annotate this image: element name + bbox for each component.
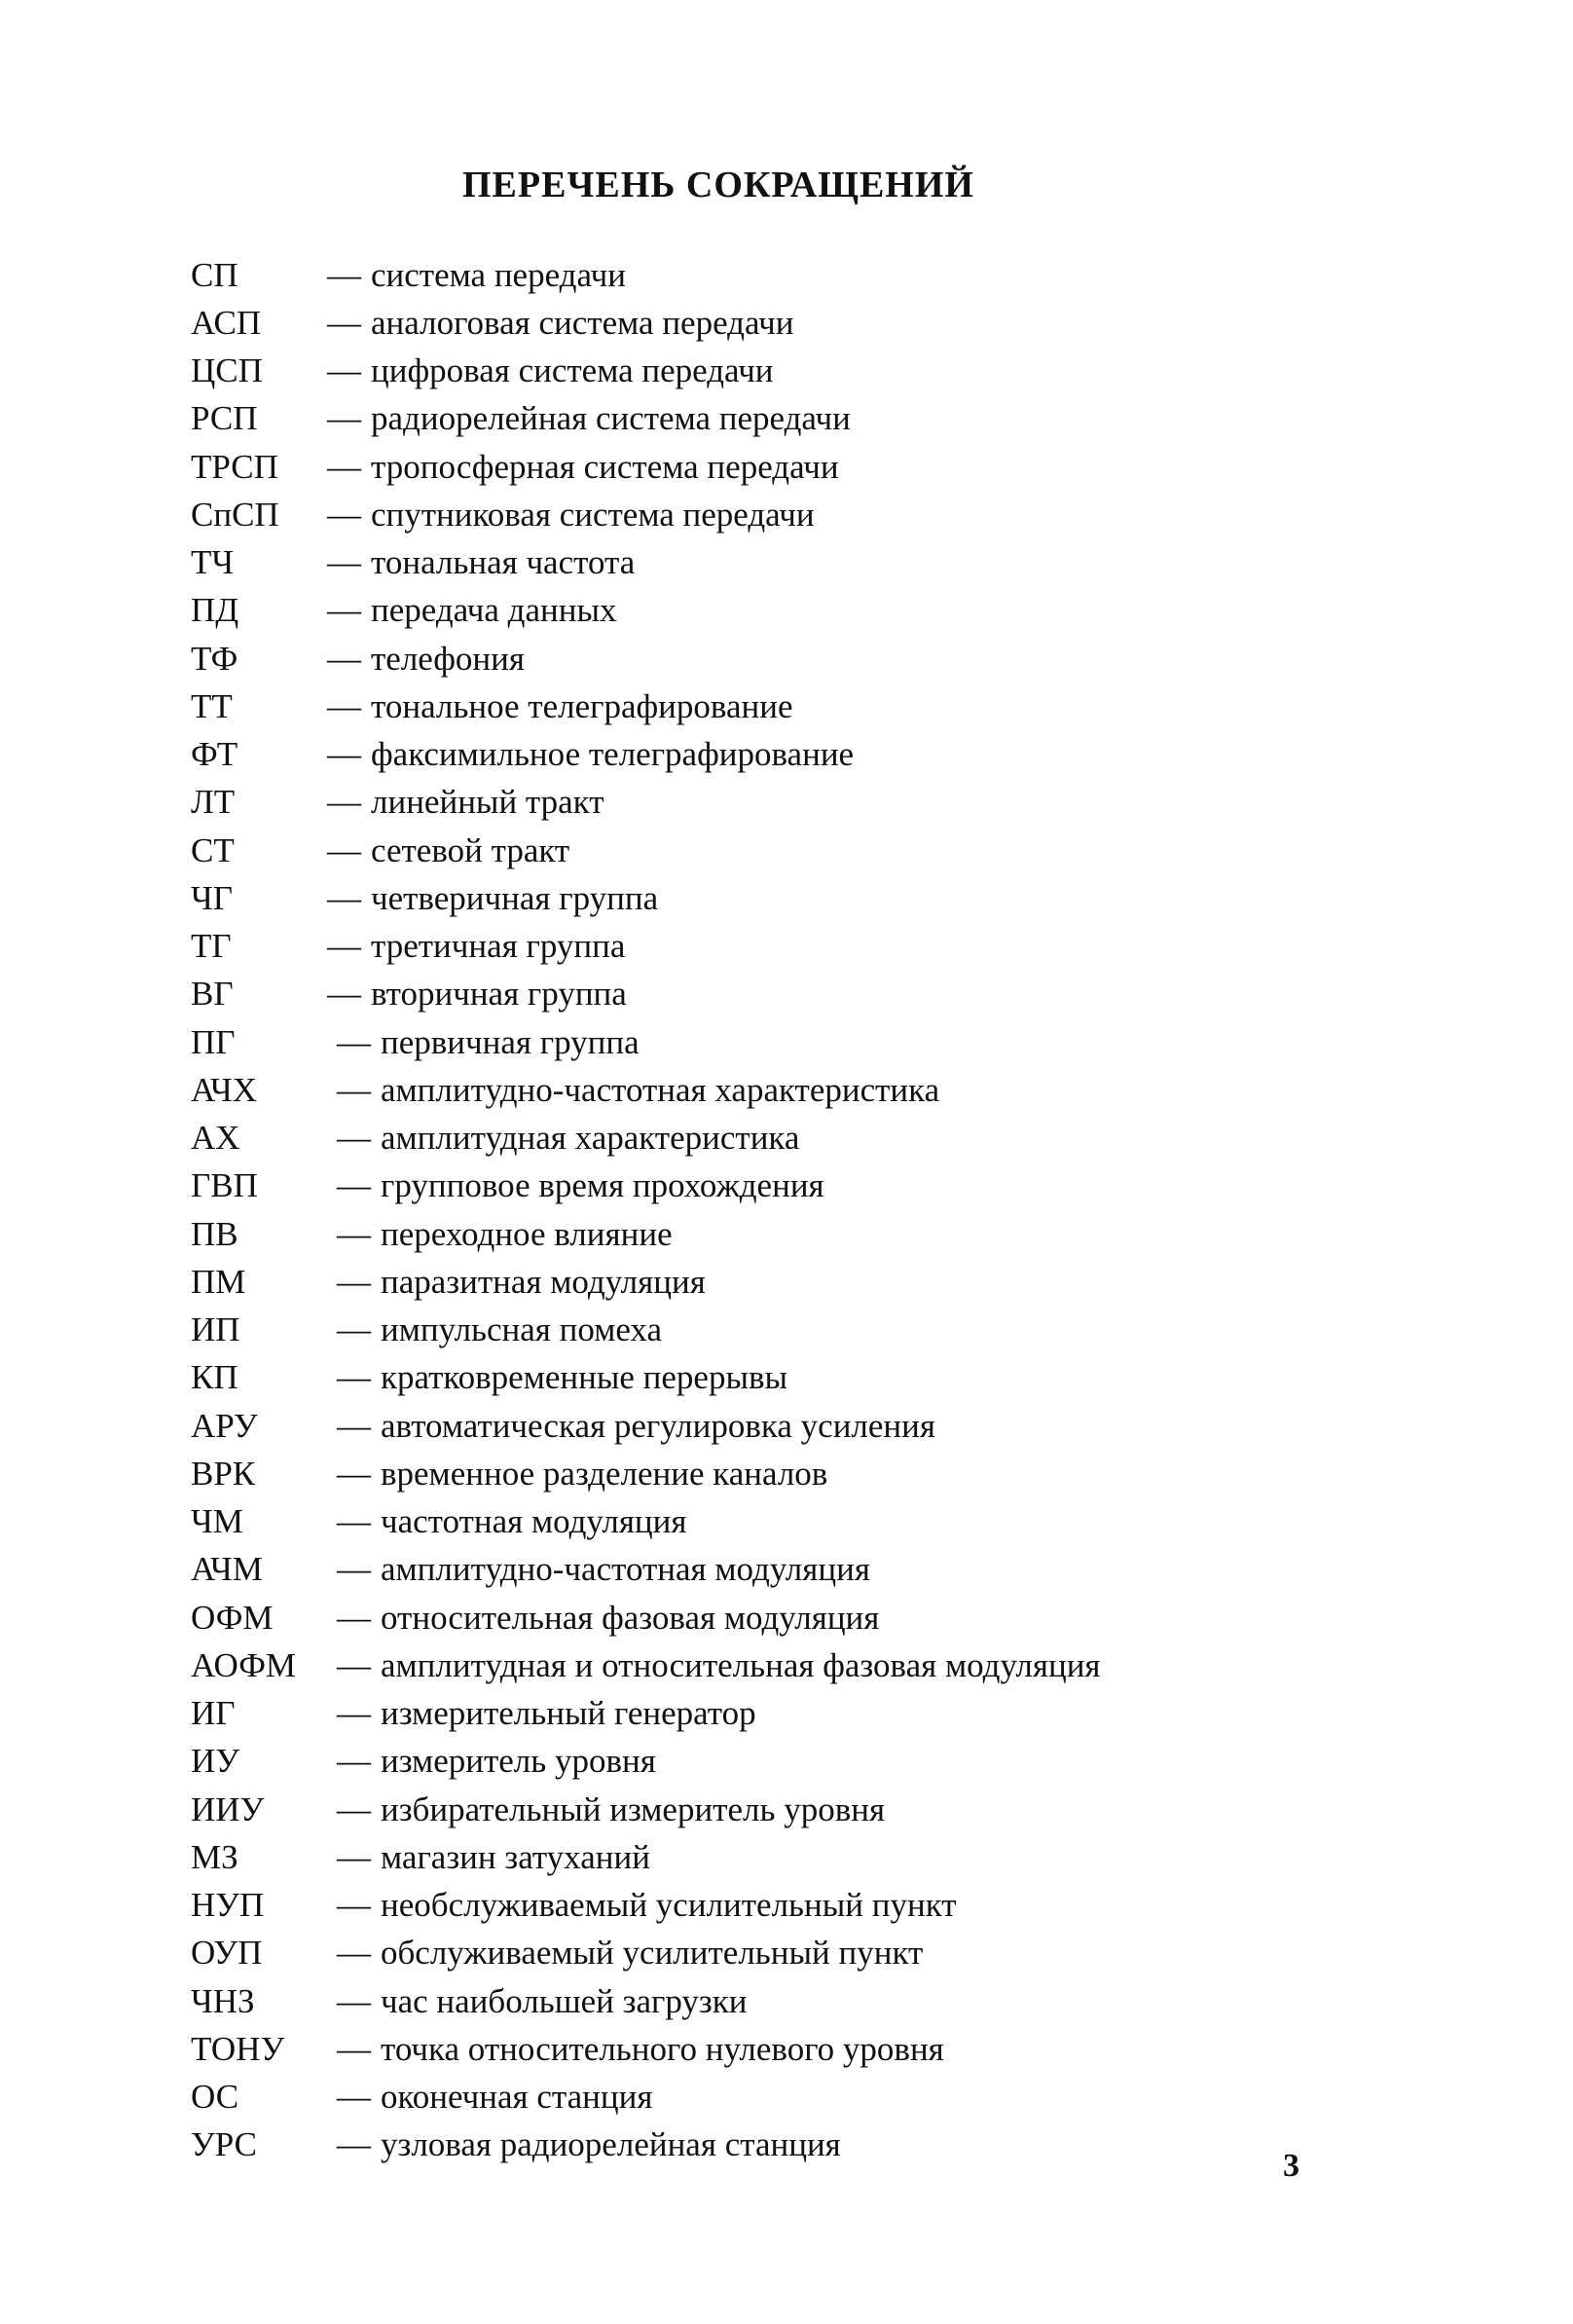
abbreviation: АОФМ (191, 1645, 297, 1684)
abbreviation: АСП (191, 303, 262, 342)
abbreviation: ЦСП (191, 351, 263, 390)
list-item (191, 251, 1398, 299)
abbreviation: ПГ (191, 1022, 236, 1061)
abbreviation-definition: временное разделение каналов (381, 1454, 828, 1493)
abbreviation-definition: спутниковая система передачи (371, 495, 815, 534)
page-title: ПЕРЕЧЕНЬ СОКРАЩЕНИЙ (462, 165, 974, 205)
dash-separator: — (327, 495, 361, 534)
list-item (191, 1162, 1398, 1210)
abbreviation-definition: тропосферная система передачи (371, 447, 839, 486)
dash-separator: — (337, 2029, 371, 2068)
abbreviation-definition: радиорелейная система передачи (371, 399, 851, 438)
dash-separator: — (327, 543, 361, 582)
abbreviation: ЧНЗ (191, 1981, 255, 2020)
list-item (191, 1402, 1398, 1450)
abbreviation-definition: оконечная станция (381, 2078, 653, 2117)
dash-separator: — (327, 255, 361, 294)
dash-separator: — (337, 1406, 371, 1445)
abbreviation-definition: автоматическая регулировка усиления (381, 1406, 935, 1445)
abbreviation-definition: факсимильное телеграфирование (371, 735, 855, 774)
abbreviation-definition: передача данных (371, 591, 617, 630)
dash-separator: — (337, 1214, 371, 1253)
dash-separator: — (337, 1022, 371, 1061)
abbreviation-definition: первичная группа (381, 1022, 640, 1061)
dash-separator: — (327, 878, 361, 917)
dash-separator: — (337, 1598, 371, 1637)
dash-separator: — (327, 783, 361, 822)
list-item (191, 299, 1398, 347)
list-item (191, 539, 1398, 587)
abbreviation: СпСП (191, 495, 279, 534)
abbreviation: ЧМ (191, 1502, 243, 1541)
abbreviation: ОС (191, 2078, 239, 2117)
dash-separator: — (337, 2078, 371, 2117)
dash-separator: — (327, 927, 361, 966)
list-item (191, 827, 1398, 874)
dash-separator: — (337, 1789, 371, 1828)
abbreviation-definition: четверичная группа (371, 878, 659, 917)
list-item (191, 923, 1398, 971)
dash-separator: — (337, 1645, 371, 1684)
list-item (191, 1210, 1398, 1258)
list-item (191, 1594, 1398, 1642)
dash-separator: — (337, 1886, 371, 1925)
abbreviation-definition: час наибольшей загрузки (381, 1981, 748, 2020)
list-item (191, 731, 1398, 779)
list-item (191, 1354, 1398, 1402)
abbreviation: ИИУ (191, 1789, 265, 1828)
abbreviation: ВГ (191, 975, 234, 1014)
list-item (191, 1642, 1398, 1689)
abbreviation-definition: кратковременные перерывы (381, 1358, 788, 1397)
abbreviation-definition: избирательный измеритель уровня (381, 1789, 886, 1828)
dash-separator: — (337, 1742, 371, 1781)
list-item (191, 1738, 1398, 1786)
list-item (191, 2121, 1398, 2169)
list-item (191, 1546, 1398, 1594)
abbreviation-definition: измерительный генератор (381, 1694, 756, 1733)
list-item (191, 491, 1398, 538)
list-item (191, 1115, 1398, 1162)
abbreviation-definition: паразитная модуляция (381, 1262, 706, 1301)
dash-separator: — (327, 975, 361, 1014)
abbreviation: ТТ (191, 686, 233, 725)
dash-separator: — (337, 2125, 371, 2164)
list-item (191, 443, 1398, 491)
dash-separator: — (327, 399, 361, 438)
abbreviation: ТРСП (191, 447, 278, 486)
abbreviation-definition: узловая радиорелейная станция (381, 2125, 841, 2164)
dash-separator: — (327, 591, 361, 630)
dash-separator: — (337, 1502, 371, 1541)
abbreviation: ТЧ (191, 543, 235, 582)
abbreviation: УРС (191, 2125, 258, 2164)
abbreviation: СТ (191, 830, 235, 869)
abbreviation-definition: импульсная помеха (381, 1310, 663, 1349)
dash-separator: — (337, 1837, 371, 1876)
abbreviation-definition: система передачи (371, 255, 626, 294)
list-item (191, 2074, 1398, 2121)
dash-separator: — (337, 1981, 371, 2020)
abbreviation-definition: частотная модуляция (381, 1502, 687, 1541)
abbreviation: ПВ (191, 1214, 238, 1253)
dash-separator: — (327, 830, 361, 869)
dash-separator: — (337, 1070, 371, 1109)
list-item (191, 1786, 1398, 1833)
abbreviation: ТГ (191, 927, 232, 966)
abbreviation: ЧГ (191, 878, 233, 917)
abbreviation-definition: линейный тракт (371, 783, 604, 822)
list-item (191, 1450, 1398, 1497)
abbreviation-definition: необслуживаемый усилительный пункт (381, 1886, 957, 1925)
dash-separator: — (337, 1694, 371, 1733)
abbreviation-definition: телефония (371, 639, 525, 678)
abbreviation-definition: амплитудно-частотная характеристика (381, 1070, 940, 1109)
abbreviation: ОУП (191, 1934, 263, 1973)
list-item (191, 1258, 1398, 1306)
abbreviation: ПМ (191, 1262, 246, 1301)
abbreviation: ПД (191, 591, 239, 630)
abbreviation: ВРК (191, 1454, 256, 1493)
list-item (191, 1498, 1398, 1546)
list-item (191, 1690, 1398, 1738)
abbreviation: НУП (191, 1886, 265, 1925)
list-item (191, 1977, 1398, 2025)
abbreviation-definition: амплитудная характеристика (381, 1119, 800, 1158)
list-item (191, 1833, 1398, 1881)
list-item (191, 779, 1398, 827)
abbreviation-definition: амплитудная и относительная фазовая модуляция (381, 1645, 1101, 1684)
dash-separator: — (337, 1550, 371, 1589)
abbreviation-definition: вторичная группа (371, 975, 627, 1014)
abbreviation: ЛТ (191, 783, 236, 822)
abbreviation: МЗ (191, 1837, 238, 1876)
dash-separator: — (327, 447, 361, 486)
dash-separator: — (337, 1934, 371, 1973)
abbreviation-definition: цифровая система передачи (371, 351, 774, 390)
abbreviation: ТФ (191, 639, 238, 678)
abbreviation-definition: измеритель уровня (381, 1742, 656, 1781)
abbreviation: ИП (191, 1310, 240, 1349)
list-item (191, 1930, 1398, 1977)
list-item (191, 2025, 1398, 2073)
dash-separator: — (337, 1310, 371, 1349)
abbreviation-definition: точка относительного нулевого уровня (381, 2029, 944, 2068)
abbreviation: ГВП (191, 1166, 258, 1205)
abbreviation: ОФМ (191, 1598, 274, 1637)
abbreviation-definition: относительная фазовая модуляция (381, 1598, 880, 1637)
abbreviation: РСП (191, 399, 258, 438)
abbreviation: АХ (191, 1119, 240, 1158)
dash-separator: — (337, 1166, 371, 1205)
abbreviation-definition: сетевой тракт (371, 830, 570, 869)
abbreviation-definition: обслуживаемый усилительный пункт (381, 1934, 924, 1973)
abbreviation-definition: магазин затуханий (381, 1837, 650, 1876)
abbreviation: АЧМ (191, 1550, 263, 1589)
dash-separator: — (337, 1454, 371, 1493)
abbreviation: КП (191, 1358, 238, 1397)
abbreviation: ИГ (191, 1694, 236, 1733)
abbreviation: ИУ (191, 1742, 240, 1781)
list-item (191, 874, 1398, 922)
abbreviation-definition: амплитудно-частотная модуляция (381, 1550, 870, 1589)
abbreviation-definition: аналоговая система передачи (371, 303, 794, 342)
abbreviation-definition: третичная группа (371, 927, 626, 966)
list-item (191, 1882, 1398, 1930)
dash-separator: — (337, 1119, 371, 1158)
list-item (191, 1307, 1398, 1354)
list-item (191, 971, 1398, 1018)
list-item (191, 348, 1398, 395)
list-item (191, 1018, 1398, 1066)
abbreviation: СП (191, 255, 238, 294)
dash-separator: — (337, 1262, 371, 1301)
list-item (191, 682, 1398, 730)
dash-separator: — (327, 351, 361, 390)
dash-separator: — (327, 639, 361, 678)
abbreviation-list (191, 251, 1398, 2169)
abbreviation: АЧХ (191, 1070, 257, 1109)
list-item (191, 395, 1398, 443)
abbreviation: АРУ (191, 1406, 258, 1445)
dash-separator: — (337, 1358, 371, 1397)
list-item (191, 1066, 1398, 1114)
abbreviation-definition: тональное телеграфирование (371, 686, 793, 725)
dash-separator: — (327, 735, 361, 774)
abbreviation: ФТ (191, 735, 238, 774)
abbreviation-definition: тональная частота (371, 543, 636, 582)
abbreviation: ТОНУ (191, 2029, 285, 2068)
dash-separator: — (327, 303, 361, 342)
abbreviation-definition: групповое время прохождения (381, 1166, 824, 1205)
list-item (191, 635, 1398, 682)
page-number: 3 (1283, 2148, 1299, 2184)
dash-separator: — (327, 686, 361, 725)
abbreviation-definition: переходное влияние (381, 1214, 673, 1253)
list-item (191, 587, 1398, 635)
